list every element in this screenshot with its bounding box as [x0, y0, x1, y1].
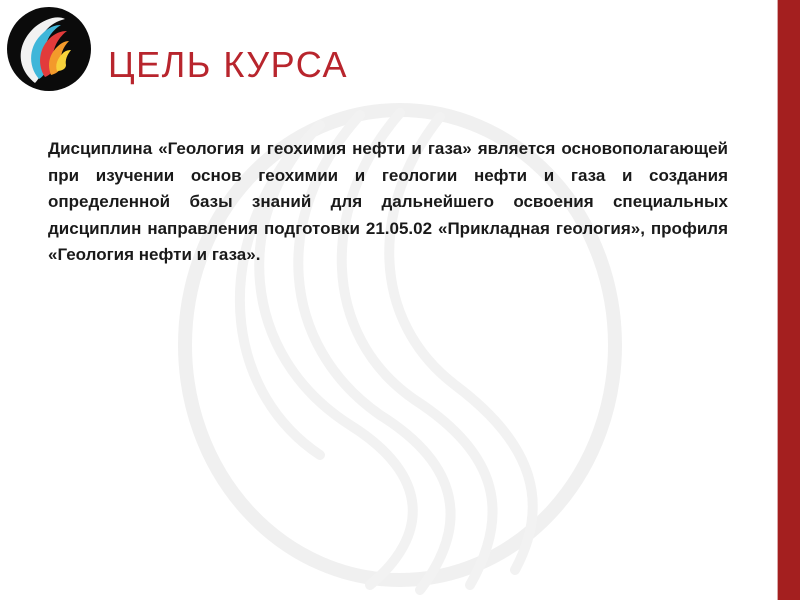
slide-body-text: Дисциплина «Геология и геохимия нефти и газа» является основополагающей при изучении основ геохимии и геологии нефти и газа и создания определенной базы знаний для дальнейшего освоения специальных дисциплин направления подготовки 21.05.02 «Прикладная геология», профиля «Геология нефти и газа». [48, 139, 728, 264]
right-accent-bar [778, 0, 800, 600]
flame-swirl-logo-icon [5, 5, 93, 93]
slide-title: ЦЕЛЬ КУРСА [108, 44, 348, 85]
